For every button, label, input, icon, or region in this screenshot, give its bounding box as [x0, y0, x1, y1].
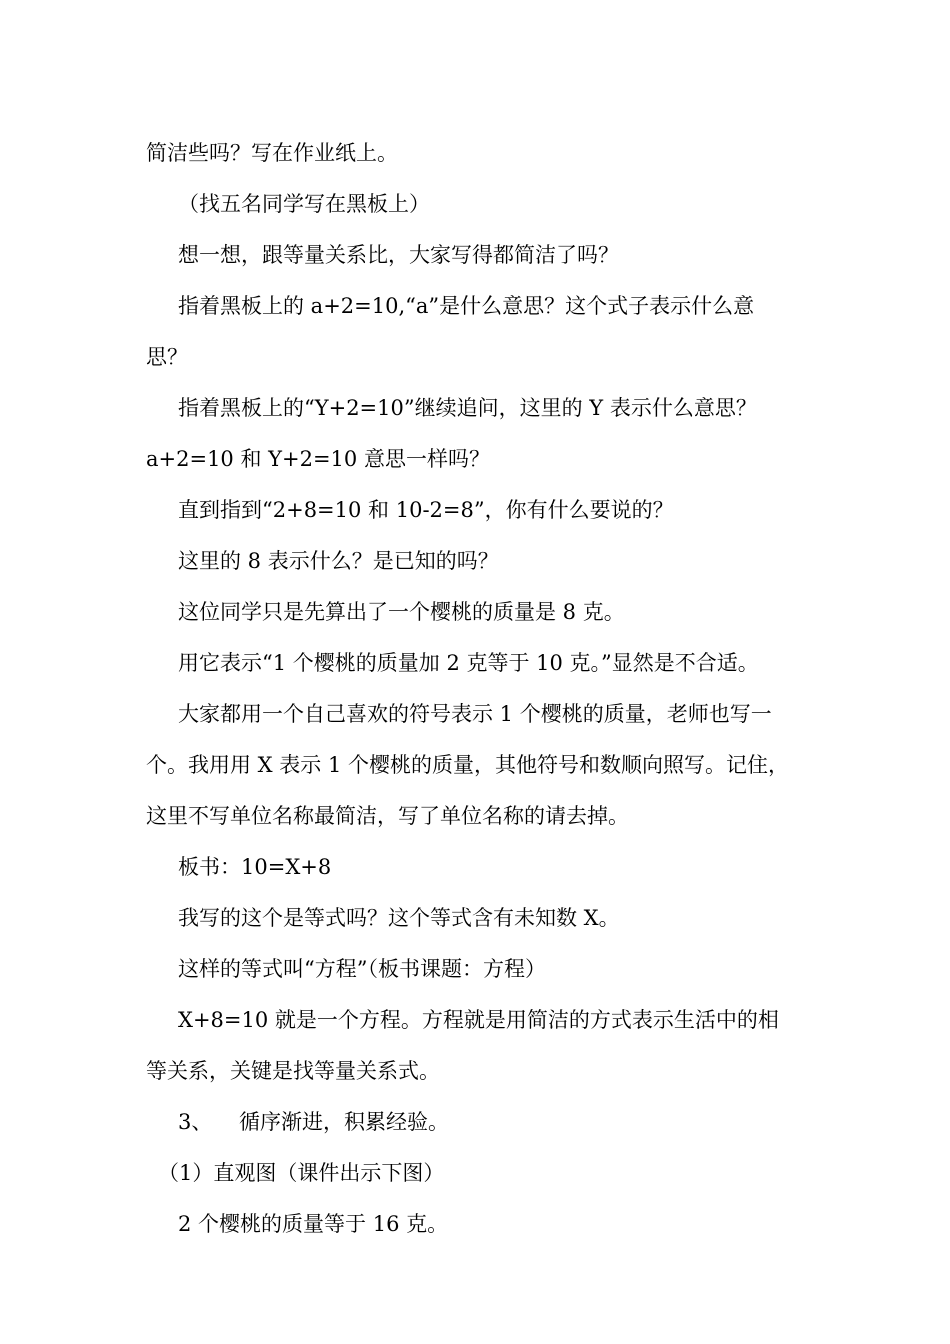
paragraph	[146, 383, 836, 485]
paragraph	[146, 995, 836, 1097]
text-line: 这里不写单位名称最简洁，写了单位名称的请去掉。	[146, 804, 629, 828]
paragraph	[146, 842, 836, 893]
paragraph	[146, 281, 836, 383]
text-line: 2 个樱桃的质量等于 16 克。	[178, 1212, 449, 1236]
paragraph	[146, 230, 836, 281]
text-line: 用它表示“1 个樱桃的质量加 2 克等于 10 克。”显然是不合适。	[178, 651, 759, 675]
paragraph	[146, 1199, 836, 1250]
paragraph	[146, 485, 836, 536]
paragraph	[146, 536, 836, 587]
text-line: （找五名同学写在黑板上）	[178, 192, 430, 216]
text-line: 3、 循序渐进，积累经验。	[178, 1110, 450, 1134]
text-line: 这里的 8 表示什么？是已知的吗？	[178, 549, 499, 573]
text-line: 思？	[146, 345, 188, 369]
text-line: 简洁些吗？写在作业纸上。	[146, 141, 398, 165]
text-line: 个。我用用 X 表示 1 个樱桃的质量，其他符号和数顺向照写。记住，	[146, 753, 790, 777]
text-line: 指着黑板上的 a+2=10,“a”是什么意思？这个式子表示什么意	[178, 294, 755, 318]
text-line: 想一想，跟等量关系比，大家写得都简洁了吗？	[178, 243, 619, 267]
paragraph	[146, 638, 836, 689]
text-line: 指着黑板上的“Y+2=10”继续追问，这里的 Y 表示什么意思？	[178, 396, 757, 420]
text-line: 直到指到“2+8=10 和 10-2=8”，你有什么要说的？	[178, 498, 674, 522]
text-line: 等关系，关键是找等量关系式。	[146, 1059, 440, 1083]
paragraph	[146, 587, 836, 638]
paragraph	[146, 689, 836, 842]
text-line: （1）直观图（课件出示下图）	[158, 1161, 445, 1185]
paragraph	[146, 179, 836, 230]
document-body	[146, 128, 836, 1250]
text-line: 我写的这个是等式吗？这个等式含有未知数 X。	[178, 906, 620, 930]
text-line: X+8=10 就是一个方程。方程就是用简洁的方式表示生活中的相	[178, 1008, 779, 1032]
paragraph	[146, 893, 836, 944]
text-line: 这位同学只是先算出了一个樱桃的质量是 8 克。	[178, 600, 625, 624]
paragraph	[146, 1148, 836, 1199]
paragraph	[146, 1097, 836, 1148]
text-line: a+2=10 和 Y+2=10 意思一样吗？	[146, 447, 490, 471]
paragraph	[146, 944, 836, 995]
text-line: 大家都用一个自己喜欢的符号表示 1 个樱桃的质量，老师也写一	[178, 702, 772, 726]
text-line: 板书：10=X+8	[178, 855, 332, 879]
paragraph	[146, 128, 836, 179]
text-line: 这样的等式叫“方程”（板书课题：方程）	[178, 957, 546, 981]
